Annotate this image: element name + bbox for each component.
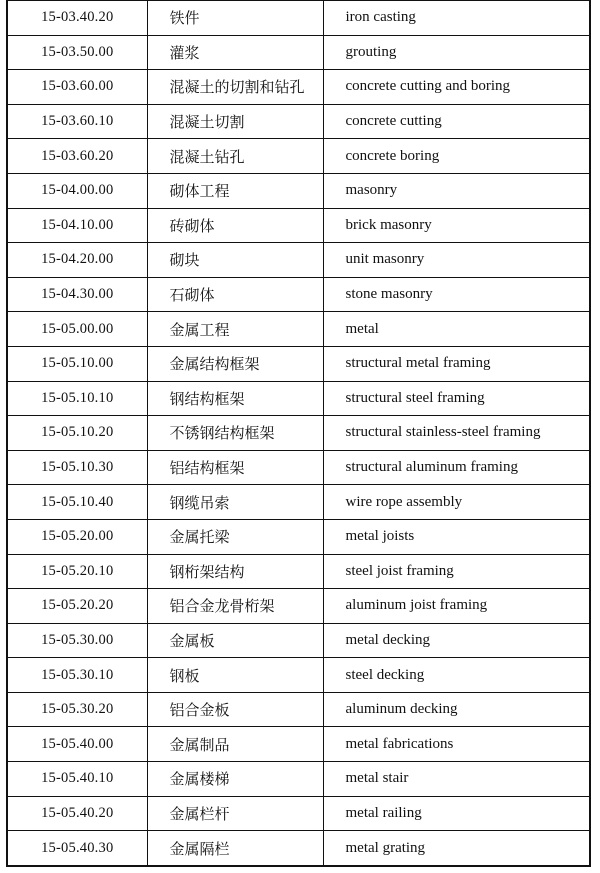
- table-row: [7, 104, 590, 139]
- code-cell: 15-05.10.10: [7, 381, 147, 416]
- chinese-term-cell: 钢缆吊索: [147, 485, 323, 520]
- code-cell: 15-05.40.10: [7, 762, 147, 797]
- english-term-cell: aluminum decking: [323, 692, 590, 727]
- table-row: [7, 796, 590, 831]
- table-row: [7, 692, 590, 727]
- table-row: [7, 658, 590, 693]
- table-row: [7, 346, 590, 381]
- code-cell: 15-05.40.20: [7, 796, 147, 831]
- code-cell: 15-05.30.00: [7, 623, 147, 658]
- table-row: [7, 277, 590, 312]
- code-cell: 15-05.20.10: [7, 554, 147, 589]
- english-term-cell: structural steel framing: [323, 381, 590, 416]
- english-term-cell: structural stainless-steel framing: [323, 416, 590, 451]
- chinese-term-cell: 灌浆: [147, 35, 323, 70]
- english-term-cell: steel joist framing: [323, 554, 590, 589]
- chinese-term-cell: 钢结构框架: [147, 381, 323, 416]
- table-row: [7, 589, 590, 624]
- english-term-cell: metal fabrications: [323, 727, 590, 762]
- code-cell: 15-04.20.00: [7, 243, 147, 278]
- code-cell: 15-03.60.00: [7, 70, 147, 105]
- table-row: [7, 35, 590, 70]
- table-row: [7, 519, 590, 554]
- table-row: [7, 762, 590, 797]
- code-cell: 15-05.10.00: [7, 346, 147, 381]
- code-cell: 15-03.60.10: [7, 104, 147, 139]
- table-row: [7, 485, 590, 520]
- english-term-cell: metal grating: [323, 831, 590, 866]
- table-row: [7, 208, 590, 243]
- code-cell: 15-05.40.30: [7, 831, 147, 866]
- table-row: [7, 727, 590, 762]
- chinese-term-cell: 混凝土切割: [147, 104, 323, 139]
- english-term-cell: metal decking: [323, 623, 590, 658]
- code-cell: 15-05.10.30: [7, 450, 147, 485]
- chinese-term-cell: 砌体工程: [147, 173, 323, 208]
- code-cell: 15-03.60.20: [7, 139, 147, 174]
- code-cell: 15-04.30.00: [7, 277, 147, 312]
- chinese-term-cell: 金属楼梯: [147, 762, 323, 797]
- table-row: [7, 831, 590, 866]
- english-term-cell: metal joists: [323, 519, 590, 554]
- code-cell: 15-05.20.20: [7, 589, 147, 624]
- english-term-cell: structural metal framing: [323, 346, 590, 381]
- english-term-cell: metal stair: [323, 762, 590, 797]
- chinese-term-cell: 钢板: [147, 658, 323, 693]
- chinese-term-cell: 金属隔栏: [147, 831, 323, 866]
- chinese-term-cell: 混凝土的切割和钻孔: [147, 70, 323, 105]
- code-cell: 15-05.10.40: [7, 485, 147, 520]
- chinese-term-cell: 金属工程: [147, 312, 323, 347]
- chinese-term-cell: 混凝土钻孔: [147, 139, 323, 174]
- code-cell: 15-05.20.00: [7, 519, 147, 554]
- english-term-cell: unit masonry: [323, 243, 590, 278]
- english-term-cell: concrete cutting and boring: [323, 70, 590, 105]
- table-row: [7, 243, 590, 278]
- chinese-term-cell: 钢桁架结构: [147, 554, 323, 589]
- code-cell: 15-05.10.20: [7, 416, 147, 451]
- chinese-term-cell: 金属栏杆: [147, 796, 323, 831]
- chinese-term-cell: 铁件: [147, 1, 323, 36]
- chinese-term-cell: 砌块: [147, 243, 323, 278]
- classification-code-table: [6, 0, 591, 867]
- english-term-cell: concrete boring: [323, 139, 590, 174]
- english-term-cell: steel decking: [323, 658, 590, 693]
- code-cell: 15-04.10.00: [7, 208, 147, 243]
- english-term-cell: metal: [323, 312, 590, 347]
- chinese-term-cell: 砖砌体: [147, 208, 323, 243]
- english-term-cell: metal railing: [323, 796, 590, 831]
- table-row: [7, 416, 590, 451]
- english-term-cell: brick masonry: [323, 208, 590, 243]
- english-term-cell: aluminum joist framing: [323, 589, 590, 624]
- code-cell: 15-03.40.20: [7, 1, 147, 36]
- code-cell: 15-05.40.00: [7, 727, 147, 762]
- english-term-cell: masonry: [323, 173, 590, 208]
- english-term-cell: grouting: [323, 35, 590, 70]
- chinese-term-cell: 金属制品: [147, 727, 323, 762]
- english-term-cell: concrete cutting: [323, 104, 590, 139]
- chinese-term-cell: 金属托梁: [147, 519, 323, 554]
- code-cell: 15-05.30.10: [7, 658, 147, 693]
- code-cell: 15-05.00.00: [7, 312, 147, 347]
- chinese-term-cell: 石砌体: [147, 277, 323, 312]
- table-row: [7, 554, 590, 589]
- table-body: [7, 1, 590, 866]
- chinese-term-cell: 铝合金板: [147, 692, 323, 727]
- english-term-cell: stone masonry: [323, 277, 590, 312]
- chinese-term-cell: 铝结构框架: [147, 450, 323, 485]
- code-cell: 15-04.00.00: [7, 173, 147, 208]
- chinese-term-cell: 金属板: [147, 623, 323, 658]
- table-row: [7, 450, 590, 485]
- chinese-term-cell: 铝合金龙骨桁架: [147, 589, 323, 624]
- table-row: [7, 381, 590, 416]
- code-cell: 15-05.30.20: [7, 692, 147, 727]
- code-cell: 15-03.50.00: [7, 35, 147, 70]
- table-row: [7, 312, 590, 347]
- table-row: [7, 173, 590, 208]
- chinese-term-cell: 不锈钢结构框架: [147, 416, 323, 451]
- chinese-term-cell: 金属结构框架: [147, 346, 323, 381]
- table-row: [7, 1, 590, 36]
- english-term-cell: structural aluminum framing: [323, 450, 590, 485]
- english-term-cell: iron casting: [323, 1, 590, 36]
- english-term-cell: wire rope assembly: [323, 485, 590, 520]
- table-row: [7, 70, 590, 105]
- table-row: [7, 139, 590, 174]
- table-row: [7, 623, 590, 658]
